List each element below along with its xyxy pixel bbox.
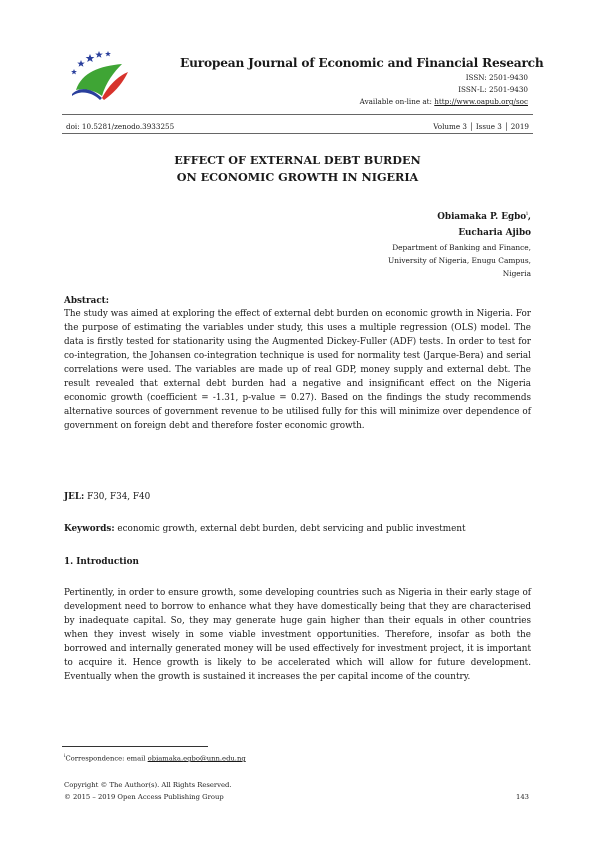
page-number: 143 [516,793,529,801]
footnote [64,754,246,762]
volume-info: Volume 3 │ Issue 3 │ 2019 [433,122,529,131]
introduction-heading: 1. Introduction [64,557,139,567]
abstract-label: Abstract: [64,296,109,306]
header-rule-bottom [62,133,533,134]
footnote-mark: i [64,754,66,759]
author-1-footnote-mark: i [526,211,528,217]
footnote-email-link[interactable]: obiamaka.egbo@unn.edu.ng [147,754,246,763]
abstract-text: The study was aimed at exploring the effect of external debt burden on economic growth in Nigeria. For the purpose of estimating the variables under study, this uses a multiple regression (OLS) model. The data is firstly tested for stationarity using the Augmented Dickey-Fuller (ADF) tests. In order to test for co-integration, the Johansen co-integration technique is used for normality test (Jarque-Bera) and serial correlations were used. The variables are made up of real GDP, money supply and external debt. The result revealed that external debt burden had a negative and insignificant effect on the Nigeria economic growth (coefficient = -1.31, p-value = 0.27). Based on the findings the study recommends alternative sources of government revenue to be utilised fully for this will minimize over dependence of government on foreign debt and therefore foster economic growth. [64,309,531,431]
jel-codes [64,492,150,502]
doi: doi: 10.5281/zenodo.3933255 [66,122,175,131]
article-title-line1: EFFECT OF EXTERNAL DEBT BURDEN [174,153,421,167]
author-1 [437,211,531,222]
article-title [0,152,595,186]
footnote-prefix: Correspondence: email [65,754,148,763]
author-2: Eucharia Ajibo [458,228,531,238]
issn: ISSN: 2501-9430 [465,73,528,82]
header-rule-top [62,114,533,115]
online-url-link[interactable]: http://www.oapub.org/soc [434,97,528,106]
affiliation-line3: Nigeria [502,269,531,278]
article-title-line2: ON ECONOMIC GROWTH IN NIGERIA [176,170,419,184]
footnote-rule [62,746,208,747]
journal-title: European Journal of Economic and Financial Research [180,56,544,70]
jel-label: JEL: [64,492,85,502]
copyright-line1: Copyright © The Author(s). All Rights Reserved. [64,781,232,789]
online-availability [360,97,528,106]
affiliation [388,241,531,280]
keywords-label: Keywords: [64,524,115,534]
introduction-text: Pertinently, in order to ensure growth, some developing countries such as Nigeria in their early stage of development need to borrow to enhance what they have domestically being that they are characterised by inadequate capital. So, they may generate huge gain higher than their equals in other countries when they invest wisely in some viable investment opportunities. Therefore, insofar as both the borrowed and internally generated money will be used effectively for investment project, it is important to acquire it. Hence growth is likely to be accelerated which will allow for future development. Eventually when the growth is sustained it increases the per capital income of the country. [64,588,531,682]
keywords [64,524,466,534]
copyright-line2: © 2015 – 2019 Open Access Publishing Group [64,793,224,801]
journal-logo [62,50,136,102]
issn-l: ISSN-L: 2501-9430 [458,85,528,94]
jel-value: F30, F34, F40 [84,492,151,502]
affiliation-line1: Department of Banking and Finance, [392,243,531,252]
author-1-name: Obiamaka P. Egbo [437,211,527,222]
keywords-value: economic growth, external debt burden, debt servicing and public investment [114,524,466,534]
author-1-suffix: , [527,211,531,222]
affiliation-line2: University of Nigeria, Enugu Campus, [387,256,531,265]
online-prefix: Available on-line at: [359,97,435,106]
